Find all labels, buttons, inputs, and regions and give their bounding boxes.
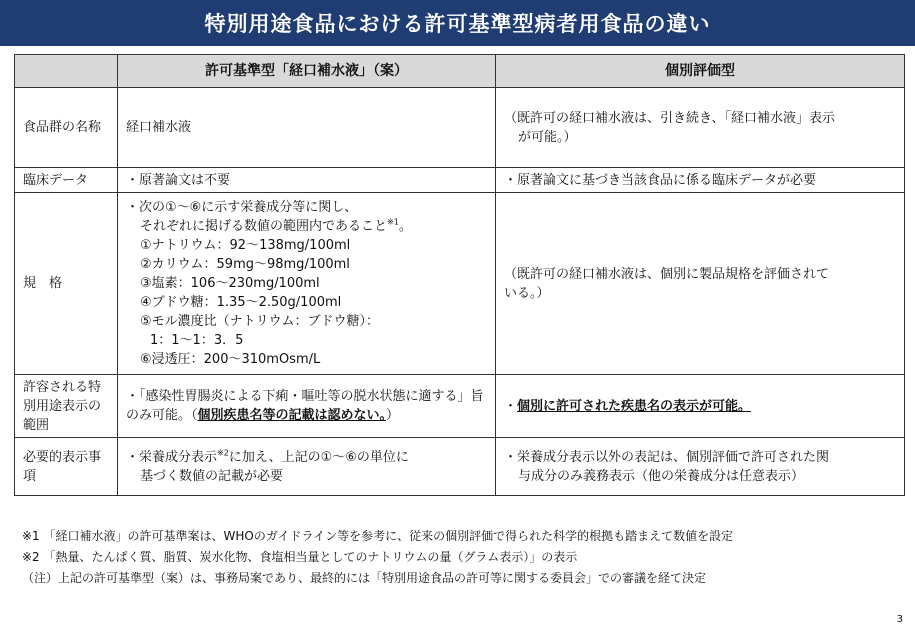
row-label-required-display: 必要的表示事項 — [15, 438, 118, 496]
cell-required-a — [118, 438, 496, 496]
text-fragment-underlined: 個別疾患名等の記載は認めない。 — [197, 408, 387, 423]
text-line: ・次の①～⑥に示す栄養成分等に関し、 — [126, 200, 358, 215]
spec-item: ④ブドウ糖：1.35～2.50g/100ml — [140, 295, 342, 310]
cell-food-group-b — [496, 88, 905, 168]
spec-item: ③塩素：106～230mg/100ml — [140, 276, 320, 291]
spec-item: ⑥浸透圧：200～310mOsm/L — [140, 352, 321, 367]
footnote-mark: ※1 — [387, 217, 399, 227]
page-title: 特別用途食品における許可基準型病者用食品の違い — [204, 12, 711, 36]
text-line: 与成分のみ義務表示（他の栄養成分は任意表示） — [518, 468, 805, 484]
text-line — [126, 448, 487, 467]
text-line: （既許可の経口補水液は、個別に製品規格を評価されて — [504, 266, 830, 282]
cell-clinical-a: ・原著論文は不要 — [118, 168, 496, 193]
row-label-food-group: 食品群の名称 — [15, 88, 118, 168]
table-row-required-display — [15, 438, 905, 496]
cell-clinical-b: ・原著論文に基づき当該食品に係る臨床データが必要 — [496, 168, 905, 193]
footnotes — [22, 526, 733, 589]
row-label-scope: 許容される特別用途表示の範囲 — [15, 375, 118, 438]
text-fragment: に加え、上記の①～⑥の単位に — [228, 449, 409, 465]
footnote-2: ※2 「熱量、たんぱく質、脂質、炭水化物、食塩相当量としてのナトリウムの量（グラム表示）」の表示 — [22, 550, 578, 564]
row-label-spec: 規 格 — [15, 193, 118, 375]
text-fragment: ・ — [504, 398, 518, 414]
text-line: （既許可の経口補水液は、引き続き、「経口補水液」表示 — [504, 110, 835, 126]
spec-item: ①ナトリウム：92～138mg/100ml — [140, 238, 351, 253]
table-row-scope — [15, 375, 905, 438]
text-line: ・栄養成分表示以外の表記は、個別評価で許可された関 — [504, 449, 830, 465]
footnote-1: ※1 「経口補水液」の許可基準案は、WHOのガイドライン等を参考に、従来の個別評価で得られた科学的根拠も踏まえて数値を設定 — [22, 529, 734, 543]
page-number: 3 — [896, 614, 903, 625]
cell-spec-a — [118, 193, 496, 375]
text-line: 基づく数値の記載が必要 — [140, 468, 284, 484]
spec-item: ②カリウム：59mg～98mg/100ml — [140, 257, 350, 272]
spec-item: ⑤モル濃度比（ナトリウム：ブドウ糖）： — [140, 314, 380, 329]
footnote-mark: ※2 — [217, 448, 229, 458]
text-fragment: ・「感染性胃腸炎による下痢・嘔吐等の脱水状態に適する」旨のみ可能。（ — [126, 389, 484, 423]
text-line — [126, 217, 487, 236]
header-individual-evaluation: 個別評価型 — [496, 55, 905, 88]
spec-item: 1：1～1：3．5 — [150, 333, 244, 348]
text-fragment: ） — [386, 408, 400, 423]
text-fragment: ・栄養成分表示 — [126, 449, 218, 465]
text-fragment: それぞれに掲げる数値の範囲内であること — [140, 219, 388, 234]
cell-food-group-a: 経口補水液 — [118, 88, 496, 168]
text-fragment: 。 — [398, 219, 412, 234]
cell-spec-b — [496, 193, 905, 375]
table-row-clinical — [15, 168, 905, 193]
cell-scope-b — [496, 375, 905, 438]
row-label-clinical: 臨床データ — [15, 168, 118, 193]
text-fragment-underlined: 個別に許可された疾患名の表示が可能。 — [517, 398, 752, 414]
title-bar — [0, 0, 915, 46]
text-line: が可能。） — [518, 129, 577, 145]
cell-required-b — [496, 438, 905, 496]
text-line: いる。） — [504, 285, 550, 301]
header-permit-standard: 許可基準型「経口補水液」（案） — [118, 55, 496, 88]
footnote-3: （注）上記の許可基準型（案）は、事務局案であり、最終的には「特別用途食品の許可等に関する委員会」での審議を経て決定 — [22, 571, 707, 585]
comparison-table — [14, 54, 905, 496]
cell-scope-a — [118, 375, 496, 438]
table-row-food-group — [15, 88, 905, 168]
table-row-spec — [15, 193, 905, 375]
header-corner — [15, 55, 118, 88]
table-header-row — [15, 55, 905, 88]
